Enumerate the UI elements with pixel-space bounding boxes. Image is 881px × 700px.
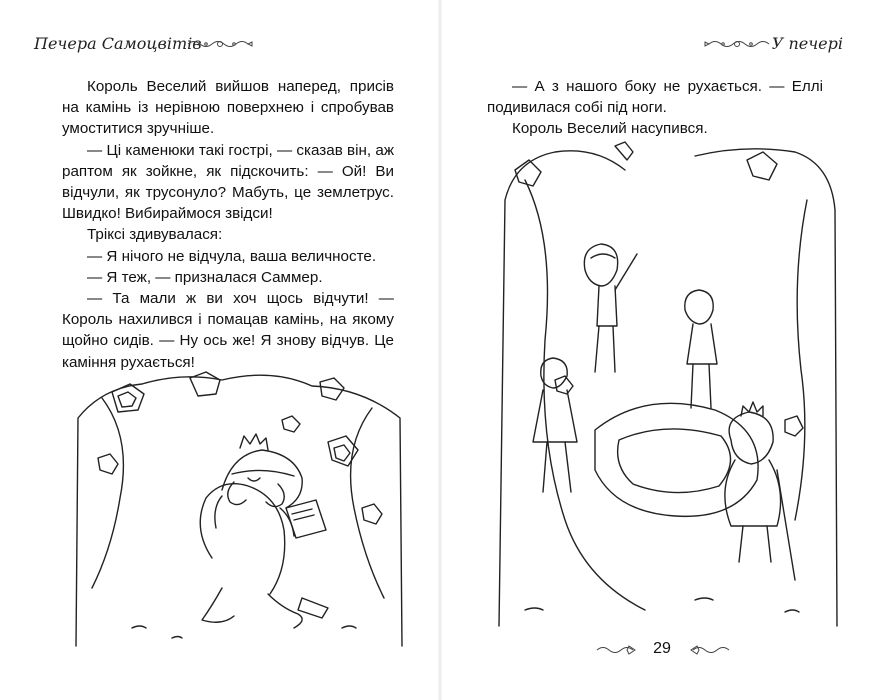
footer-ornament-icon — [595, 644, 639, 656]
left-page — [0, 0, 440, 700]
page-footer — [595, 638, 755, 662]
paragraph: — Ці каменюки такі гострі, — сказав він, аж раптом як зойкне, як підскочить: — Ой! Ви відчули, як трусонуло? Мабуть, це землетрус. Швидко! Вибираймося звідси! — [62, 141, 394, 223]
paragraph: — Я нічого не відчула, ваша величносте. — [87, 247, 377, 265]
body-text-right — [487, 76, 823, 140]
paragraph: — Та мали ж ви хоч щось відчути! — Король нахилився і помацав камінь, на якому щойно сидів. — Ну ось же! Я знову відчув. Це каміння рухається! — [62, 290, 394, 371]
right-page — [441, 0, 881, 700]
ornament-divider-icon — [703, 38, 771, 50]
running-head-left: Печера Самоцвітів — [34, 34, 202, 53]
running-head-right: У печері — [771, 34, 843, 53]
body-text-left — [62, 76, 394, 373]
footer-ornament-icon — [687, 644, 731, 656]
paragraph: Король Веселий насупився. — [512, 120, 708, 138]
ornament-divider-icon — [186, 38, 254, 50]
page-number: 29 — [653, 640, 671, 657]
paragraph: — А з нашого боку не рухається. — Еллі подивилася собі під ноги. — [487, 78, 823, 117]
paragraph: Тріксі здивувалася: — [87, 226, 223, 244]
king-illustration — [72, 358, 406, 648]
paragraph: Король Веселий вийшов наперед, присів на камінь із нерівною поверхнею і спробував умоститися зручніше. — [62, 78, 394, 138]
girls-and-king-illustration — [495, 140, 840, 630]
paragraph: — Я теж, — призналася Саммер. — [87, 268, 323, 286]
